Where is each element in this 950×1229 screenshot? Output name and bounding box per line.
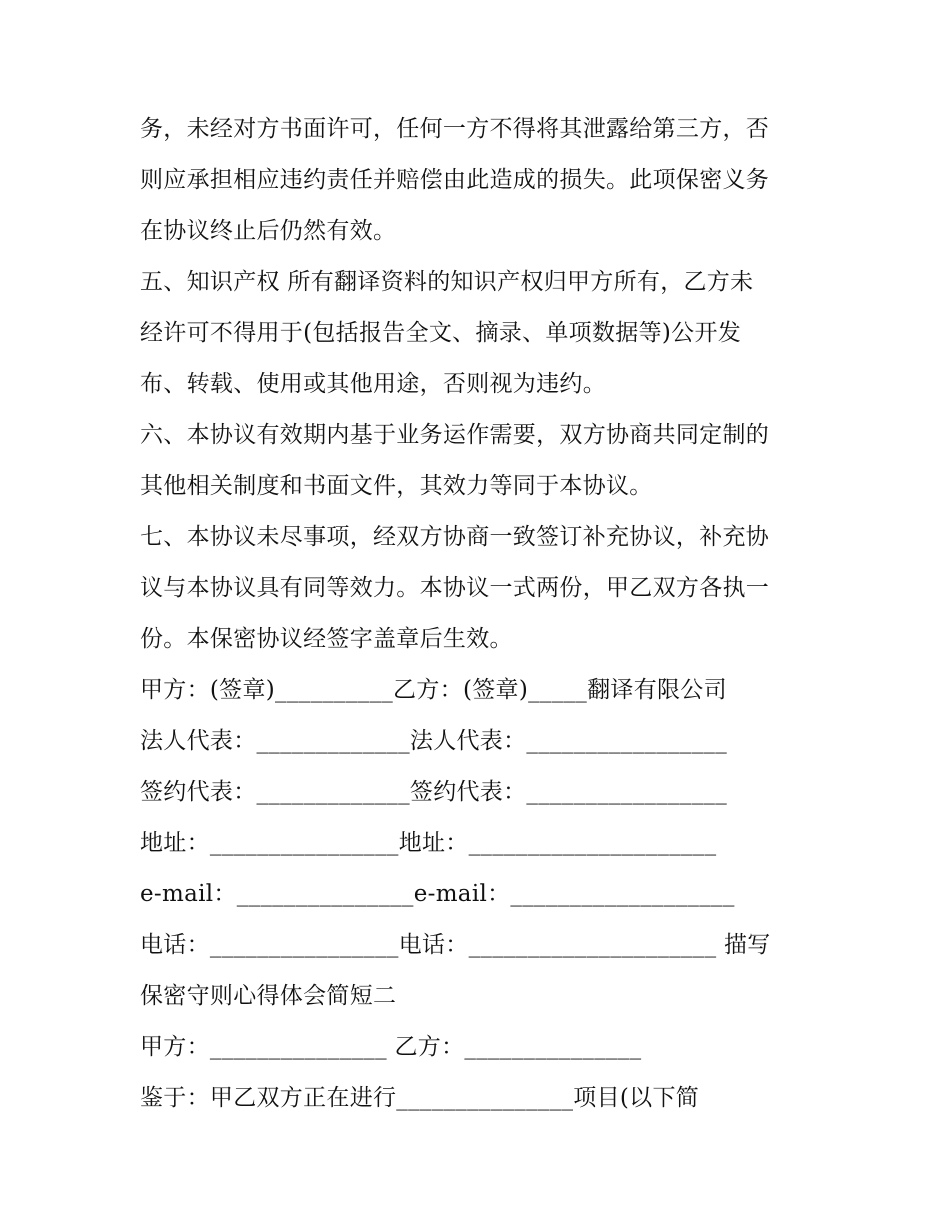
text-line: 务，未经对方书面许可，任何一方不得将其泄露给第三方，否	[140, 116, 770, 142]
text-line: 七、本协议未尽事项，经双方协商一致签订补充协议，补充协	[140, 524, 770, 550]
signature-line: 签约代表：_____________签约代表：_________________	[140, 779, 727, 805]
signature-line: 地址：________________地址：_____________________	[140, 830, 717, 856]
text-line: 布、转载、使用或其他用途，否则视为违约。	[140, 371, 606, 397]
signature-line: e-mail：_______________e-mail：___________________	[140, 881, 735, 907]
text-line: 则应承担相应违约责任并赔偿由此造成的损失。此项保密义务	[140, 167, 770, 193]
text-line: 经许可不得用于(包括报告全文、摘录、单项数据等)公开发	[140, 320, 742, 346]
text-line: 五、知识产权 所有翻译资料的知识产权归甲方所有，乙方未	[140, 269, 754, 295]
text-line: 议与本协议具有同等效力。本协议一式两份，甲乙双方各执一	[140, 575, 770, 601]
document-body	[140, 104, 830, 1124]
signature-line: 法人代表：_____________法人代表：_________________	[140, 728, 727, 754]
text-line: 鉴于：甲乙双方正在进行_______________项目(以下简	[140, 1085, 700, 1111]
signature-line: 甲方：_______________ 乙方：_______________	[140, 1034, 642, 1060]
signature-line: 甲方：(签章)__________乙方：(签章)_____翻译有限公司	[140, 677, 727, 703]
text-line: 其他相关制度和书面文件，其效力等同于本协议。	[140, 473, 653, 499]
signature-line: 电话：________________电话：_____________________ 描写	[140, 932, 771, 958]
section-title: 保密守则心得体会简短二	[140, 983, 397, 1009]
text-line: 在协议终止后仍然有效。	[140, 218, 397, 244]
text-line: 份。本保密协议经签字盖章后生效。	[140, 626, 513, 652]
text-line: 六、本协议有效期内基于业务运作需要，双方协商共同定制的	[140, 422, 770, 448]
